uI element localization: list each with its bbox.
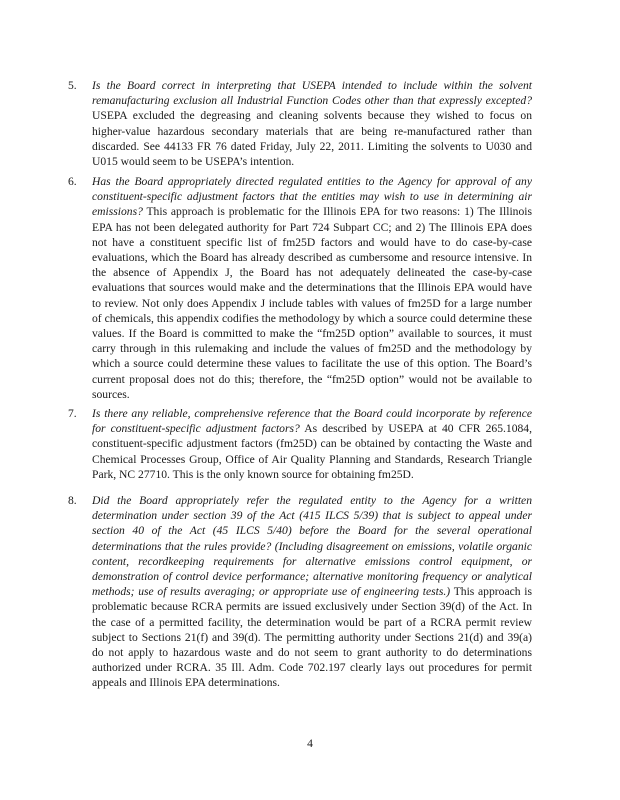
question-item-6 xyxy=(68,174,532,402)
answer-text: As described by USEPA at 40 CFR 265.1084, constituent-specific adjustment factors (fm25D) can be obtained by contacting the Waste and Chemical Processes Group, Office of Air Quality Planning and Standards, Research Triangle Park, NC 27710. This is the only known source for obtaining fm25D. xyxy=(92,422,532,481)
item-paragraph xyxy=(92,406,532,482)
question-text: Is the Board correct in interpreting that USEPA intended to include within the solvent remanufacturing exclusion all Industrial Function Codes other than that expressly excepted? xyxy=(92,79,532,108)
question-item-5 xyxy=(68,78,532,169)
question-text: Has the Board appropriately directed regulated entities to the Agency for approval of any constituent-specific adjustment factors that the entities may wish to use in determining air emissions? xyxy=(92,175,532,219)
item-number: 7. xyxy=(68,407,77,420)
item-number: 5. xyxy=(68,79,77,92)
question-item-8 xyxy=(68,493,532,691)
item-number: 6. xyxy=(68,175,77,188)
answer-text: This approach is problematic for the Illinois EPA for two reasons: 1) The Illinois EPA has not been delegated authority for Part 724 Subpart CC; and 2) The Illinois EPA does not have a constituent specific list of fm25D factors and would have to do case-by-case evaluations, which the Board has already described as cumbersome and resource intensive. In the absence of Appendix J, the Board has not adequately delineated the case-by-case evaluations that sources would make and the determinations that the Illinois EPA would have to review. Not only does Appendix J include tables with values of fm25D for a large number of chemicals, this appendix codifies the methodology by which a source could determine these values. If the Board is committed to make the “fm25D option” available to sources, it must carry through in this rulemaking and include the values of fm25D and the methodology by which a source could determine these values to facilitate the use of this option. The Board’s current proposal does not do this; therefore, the “fm25D option” would not be available to sources. xyxy=(92,205,532,401)
answer-text: USEPA excluded the degreasing and cleaning solvents because they wished to focus on higher-value hazardous secondary materials that are being re-manufactured rather than discarded. See 44133 FR 76 dated Friday, July 22, 2011. Limiting the solvents to U030 and U015 would seem to be USEPA’s intention. xyxy=(92,109,532,169)
item-paragraph xyxy=(92,78,532,169)
item-paragraph xyxy=(92,174,532,402)
item-number: 8. xyxy=(68,494,77,507)
question-text: Did the Board appropriately refer the regulated entity to the Agency for a written determination under section 39 of the Act (415 ILCS 5/39) that is subject to appeal under section 40 of the Act (45 ILCS 5/40) before the Board for the several operational determinations that the rules provide? (Including disagreement on emissions, volatile organic content, recordkeeping requirements for alternative emissions control equipment, or demonstration of control device performance; alternative monitoring frequency or analytical methods; use of results averaging; or appropriate use of engineering tests.) xyxy=(92,494,532,599)
question-text: Is there any reliable, comprehensive reference that the Board could incorporate by reference for constituent-specific adjustment factors? xyxy=(92,407,532,436)
page-number: 4 xyxy=(307,737,313,750)
item-paragraph xyxy=(92,493,532,691)
question-item-7 xyxy=(68,406,532,482)
answer-text: This approach is problematic because RCRA permits are issued exclusively under Section 39(d) of the Act. In the case of a permitted facility, the determination would be part of a RCRA permit review subject to Sections 21(f) and 39(d). The permitting authority under Sections 21(d) and 39(a) do not apply to hazardous waste and do not seem to grant authority to do determinations authorized under RCRA. 35 Ill. Adm. Code 702.197 clearly lays out procedures for permit appeals and Illinois EPA determinations. xyxy=(92,585,532,690)
